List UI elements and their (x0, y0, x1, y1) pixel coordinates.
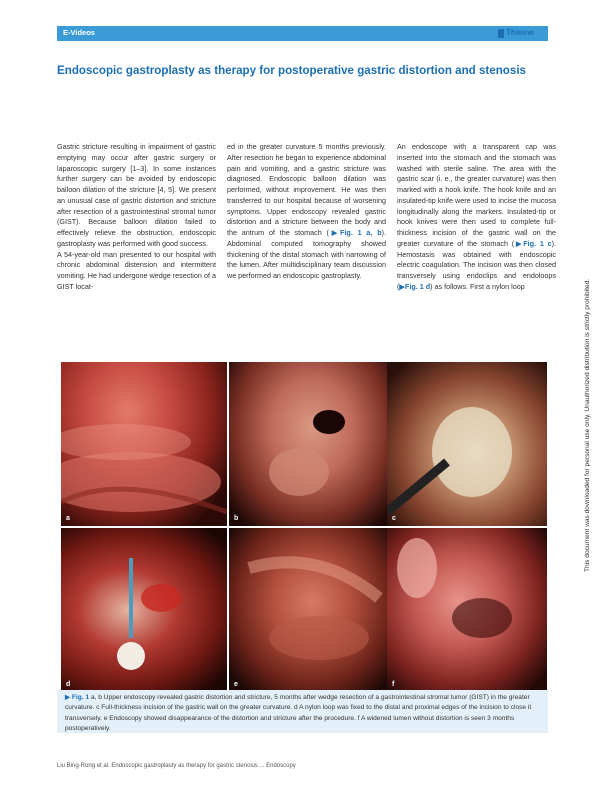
panel-label: a (66, 515, 70, 522)
endoscopy-illustration (387, 362, 547, 526)
section-header-bar (57, 26, 548, 41)
endoscopy-illustration (61, 362, 227, 526)
text-column-2 (227, 142, 386, 282)
section-label: E-Videos (63, 28, 95, 37)
panel-label: e (234, 681, 238, 688)
figure-label: ▶ Fig. 1 (65, 694, 90, 701)
paragraph: An endoscope with a transparent cap was inserted into the stomach and the stomach was washed with sterile saline. The area with the gastric scar (i. e., the greater curvature) was then marked with a hook knife. The hook knife and an insulated-tip knife were used to incise the mucosa longitudinally along the markers. Insulated-tip or hook knives were then used to complete full-thickness incision of the gastric wall on the greater curvature of the stomach (▶Fig. 1 c). Hemostasis was obtained with endoscopic electric coagulation. The incision was then closed transversely using endoclips and endoloops (▶Fig. 1 d) as follows. First a nylon loop (397, 142, 557, 291)
endoscopy-image-a (61, 362, 227, 526)
caption-text: a, b Upper endoscopy revealed gastric distortion and stricture, 5 months after wedge resection of a gastrointestinal stromal tumor (GIST) in the greater curvature. c Full-thickness incision of the gastric wall on the greater curvature. d A nylon loop was fixed to the distal and proximal edges of the incision to close it transversely. e Endoscopy showed disappearance of the distortion and stricture after the procedure. f A widened lumen without distortion is seen 3 months postoperatively. (65, 694, 532, 732)
figure-reference-link[interactable]: ▶Fig. 1 a, b (328, 228, 382, 237)
paragraph: Gastric stricture resulting in impairment of gastric emptying may occur after gastric surgery or laparoscopic surgery [1–3]. In some instances further surgery can be avoided by endoscopic balloon dilation of the stricture [4, 5]. We present an unusual case of gastric distortion and stricture after resection of a gastrointestinal stromal tumor (GIST). Because balloon dilation failed to effectively relieve the obstruction, endoscopic gastroplasty was performed with good success. (57, 142, 216, 248)
endoscopy-image-e (229, 528, 395, 692)
endoscopy-illustration (61, 528, 227, 692)
endoscopy-illustration (229, 528, 395, 692)
figure-reference-link[interactable]: ▶Fig. 1 d (399, 281, 431, 291)
paragraph: ed in the greater curvature 5 months previously. After resection he began to experience abdominal pain and vomiting, and a gastric stricture was diagnosed. Endoscopic balloon dilation was performed, without improvement. He was then transferred to our hospital because of worsening symptoms. Upper endoscopy revealed gastric distortion and a stricture between the body and the antrum of the stomach (▶Fig. 1 a, b). Abdominal computed tomography showed thickening of the distal stomach with narrowing of the lumen. After multidisciplinary team discussion we performed an endoscopic gastroplasty. (227, 142, 386, 280)
page-footer: Liu Bing-Rong et al. Endoscopic gastroplasty as therapy for gastric stenosis ... Endoscopy (57, 763, 296, 769)
panel-label: f (392, 681, 395, 688)
figure-caption (57, 690, 548, 733)
panel-label: d (66, 681, 71, 688)
endoscopy-image-d (61, 528, 227, 692)
paragraph: A 54-year-old man presented to our hospital with chronic abdominal distension and intermittent vomiting. He had undergone wedge resection of a GIST locat- (57, 249, 216, 291)
endoscopy-image-f (387, 528, 547, 692)
publisher-brand: Thieme (506, 28, 535, 37)
text-column-3 (397, 142, 556, 293)
figure-reference-link[interactable]: ▶Fig. 1 c (514, 238, 552, 248)
endoscopy-image-b (229, 362, 395, 526)
thieme-logo-icon (498, 29, 504, 38)
panel-label: c (392, 515, 396, 522)
copyright-notice: This document was downloaded for personal use only. Unauthorized distribution is strictly prohibited. (584, 278, 591, 572)
endoscopy-illustration (229, 362, 395, 526)
article-title: Endoscopic gastroplasty as therapy for postoperative gastric distortion and stenosis (57, 64, 527, 77)
panel-label: b (234, 515, 239, 522)
endoscopy-image-c (387, 362, 547, 526)
endoscopy-illustration (387, 528, 547, 692)
text-column-1 (57, 142, 216, 293)
